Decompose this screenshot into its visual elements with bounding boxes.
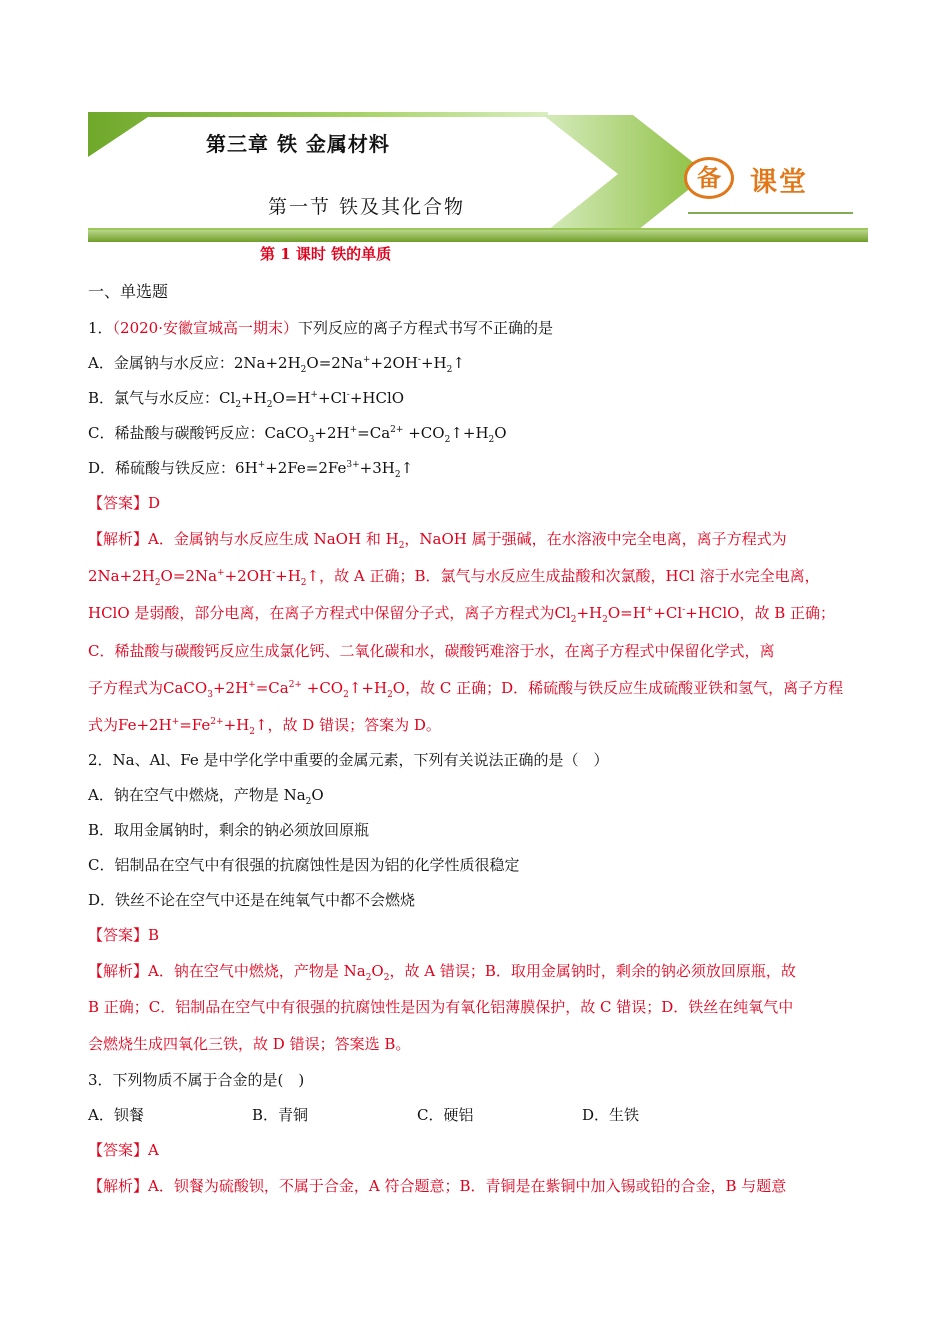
q1-stem: 1．（2020·安徽宣城高一期末）下列反应的离子方程式书写不正确的是 (88, 319, 554, 337)
q3-analysis-line1: 【解析】A．钡餐为硫酸钡，不属于合金，A 符合题意；B．青铜是在紫铜中加入锡或铅的合金，B 与题意 (88, 1177, 787, 1195)
q2-option-d: D．铁丝不论在空气中还是在纯氧气中都不会燃烧 (88, 891, 416, 909)
q2-analysis-line3: 会燃烧生成四氧化三铁，故 D 错误；答案选 B。 (88, 1035, 411, 1053)
q3-option-d: D．生铁 (582, 1106, 640, 1124)
q3-option-c: C．硬铝 (417, 1106, 474, 1124)
q3-answer: 【答案】A (88, 1141, 159, 1159)
section-title: 第一节 铁及其化合物 (268, 196, 466, 218)
q1-analysis-line4: C．稀盐酸与碳酸钙反应生成氯化钙、二氧化碳和水，碳酸钙难溶于水，在离子方程式中保留化学式，离 (88, 642, 775, 660)
chapter-title: 第三章 铁 金属材料 (206, 132, 390, 156)
q3-stem: 3．下列物质不属于合金的是( ) (88, 1071, 305, 1089)
q2-analysis-line1: 【解析】A．钠在空气中燃烧，产物是 $Na_2O_2$，故 A 错误；B．取用金属钠时，剩余的钠必须放回原瓶，故 (88, 962, 796, 983)
q1-source: （2020·安徽宣城高一期末） (112, 319, 298, 337)
q1-analysis-line3: HClO 是弱酸，部分电离，在离子方程式中保留分子式，离子方程式为$Cl_2+H_2O=H^++Cl^-+HClO$，故 B 正确； (88, 604, 836, 625)
q1-option-d: D．稀硫酸与铁反应：$6H^++2Fe=2Fe^{3+}+3H_2↑$ (88, 459, 414, 480)
q2-option-b: B．取用金属钠时，剩余的钠必须放回原瓶 (88, 821, 370, 839)
q1-analysis-line1: 【解析】A．金属钠与水反应生成 NaOH 和 $H_2$，NaOH 属于强碱，在水溶液中完全电离，离子方程式为 (88, 530, 787, 551)
q1-answer: 【答案】D (88, 494, 161, 512)
q2-analysis-line2: B 正确；C．铝制品在空气中有很强的抗腐蚀性是因为有氧化铝薄膜保护，故 C 错误；D．铁丝在纯氧气中 (88, 998, 794, 1016)
q2-option-a: A．钠在空气中燃烧，产物是 $Na_2O$ (88, 786, 324, 807)
badge-label: 课堂 (750, 167, 808, 198)
q1-option-a: A．金属钠与水反应：$2Na+2H_2O=2Na^++2OH^-+H_2↑$ (88, 354, 465, 375)
q2-option-c: C．铝制品在空气中有很强的抗腐蚀性是因为铝的化学性质很稳定 (88, 856, 520, 874)
badge-icon: 备 (684, 157, 734, 199)
q1-option-b: B．氯气与水反应：$Cl_2+H_2O=H^++Cl^-+HClO$ (88, 389, 405, 410)
lesson-title: 第 1 课时 铁的单质 (260, 245, 392, 263)
q1-analysis-line6: 式为$Fe+2H^+=Fe^{2+}+H_2↑$，故 D 错误；答案为 D。 (88, 716, 441, 737)
q3-option-b: B．青铜 (252, 1106, 309, 1124)
q2-answer: 【答案】B (88, 926, 160, 944)
q1-analysis-line2: $2Na+2H_2O=2Na^++2OH^-+H_2↑$，故 A 正确；B．氯气与水反应生成盐酸和次氯酸，HCl 溶于水完全电离， (88, 567, 820, 588)
q1-analysis-line5: 子方程式为$CaCO_3+2H^+=Ca^{2+}$ $+CO_2↑+H_2O$，故 C 正确；D．稀硫酸与铁反应生成硫酸亚铁和氢气，离子方程 (88, 679, 844, 700)
q1-option-c: C．稀盐酸与碳酸钙反应：$CaCO_3+2H^+=Ca^{2+}$ $+CO_2↑+H_2O$ (88, 424, 507, 445)
q2-stem: 2．Na、Al、Fe 是中学化学中重要的金属元素，下列有关说法正确的是（ ） (88, 751, 609, 769)
question-type-heading: 一、单选题 (88, 282, 169, 301)
q3-option-a: A．钡餐 (88, 1106, 144, 1124)
